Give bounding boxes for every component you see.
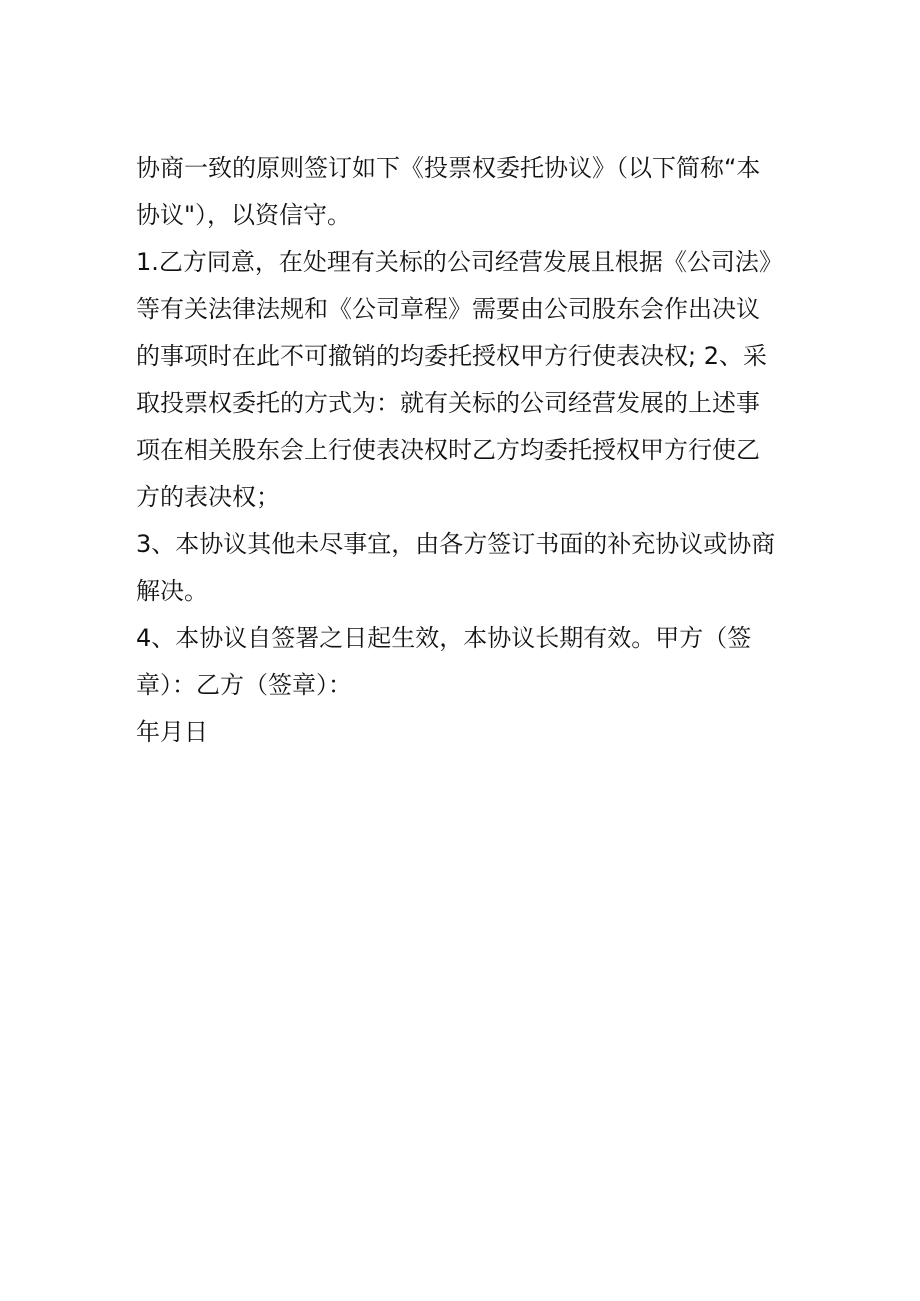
text-line: 1.乙方同意，在处理有关标的公司经营发展且根据《公司法》 — [136, 248, 783, 276]
text-line: 4、本协议自签署之日起生效，本协议长期有效。甲方（签 — [136, 624, 752, 652]
text-line: 解决。 — [136, 577, 208, 605]
text-line: 协商一致的原则签订如下《投票权委托协议》（以下简称“本 — [136, 154, 761, 182]
text-line: 3、本协议其他未尽事宜，由各方签订书面的补充协议或协商 — [136, 530, 776, 558]
text-line: 协议"），以资信守。 — [136, 201, 352, 229]
text-line: 等有关法律法规和《公司章程》需要由公司股东会作出决议 — [136, 295, 760, 323]
text-line: 取投票权委托的方式为：就有关标的公司经营发展的上述事 — [136, 389, 760, 417]
text-line: 方的表决权； — [136, 483, 280, 511]
date-line: 年月日 — [136, 718, 208, 746]
text-line: 项在相关股东会上行使表决权时乙方均委托授权甲方行使乙 — [136, 436, 760, 464]
text-line: 的事项时在此不可撤销的均委托授权甲方行使表决权; 2、采 — [136, 342, 767, 370]
text-line: 章）：乙方（签章）： — [136, 671, 352, 699]
document-body — [136, 145, 796, 756]
